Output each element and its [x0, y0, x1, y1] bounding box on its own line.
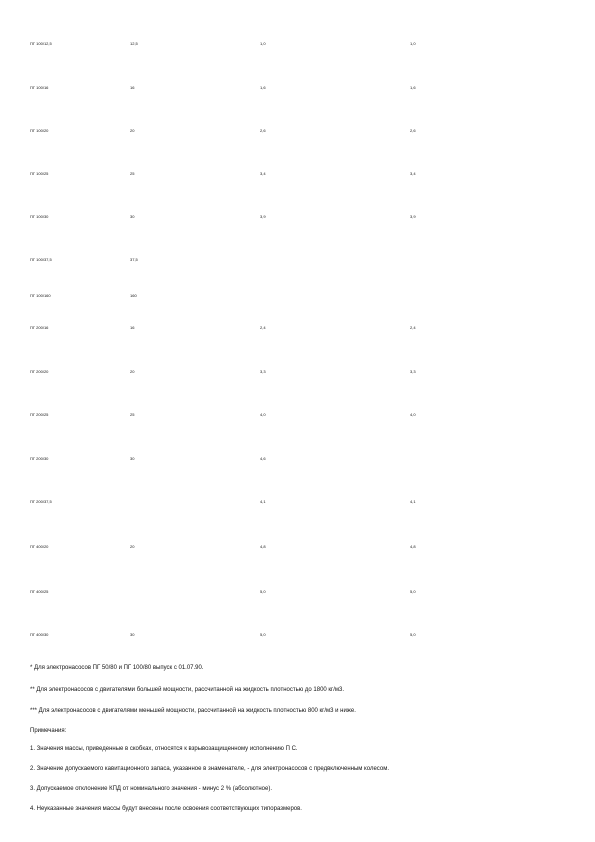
table-cell-mark: ПГ 400/25	[30, 589, 49, 594]
table-cell-c4: 2,4	[260, 325, 266, 330]
table-cell-mark: ПГ 200/20	[30, 369, 49, 374]
table-cell-mark: ПГ 100/25	[30, 171, 49, 176]
table-cell-mark: ПГ 200/25	[30, 412, 49, 417]
table-cell-c1: 20	[130, 128, 135, 133]
table-cell-c4: 3,4	[260, 171, 266, 176]
table-cell-c1: 16	[130, 325, 135, 330]
table-cell-c4: 4,1	[260, 499, 266, 504]
table-cell-c1: 30	[130, 456, 135, 461]
notes-heading: Примечания:	[30, 728, 67, 734]
table-cell-c4: 2,6	[260, 128, 266, 133]
table-cell-mark: ПГ 100/16	[30, 85, 49, 90]
table-cell-mark: ПГ 200/16	[30, 325, 49, 330]
table-cell-c4: 5,0	[260, 589, 266, 594]
table-cell-c1: 30	[130, 632, 135, 637]
table-cell-c7: 5,0	[410, 632, 416, 637]
table-cell-c1: 160	[130, 293, 137, 298]
table-cell-c4: 3,3	[260, 369, 266, 374]
table-cell-mark: ПГ 100/37,5	[30, 257, 52, 262]
table-cell-mark: ПГ 400/30	[30, 632, 49, 637]
note-2: 2. Значение допускаемого кавитационного запаса, указанное в знаменателе, - для электронасосов с предвключенным колесом.	[30, 766, 389, 772]
table-cell-c1: 16	[130, 85, 135, 90]
footnote-1: * Для электронасосов ПГ 50/80 и ПГ 100/80 выпуск с 01.07.90.	[30, 665, 204, 671]
table-cell-c7: 1,6	[410, 85, 416, 90]
table-cell-c1: 20	[130, 544, 135, 549]
note-1: 1. Значения массы, приведенные в скобках, относятся к взрывозащищенному исполнению П С.	[30, 746, 298, 752]
table-cell-c1: 37,5	[130, 257, 138, 262]
table-cell-mark: ПГ 100/160	[30, 293, 51, 298]
note-3: 3. Допускаемое отклонение КПД от номинального значения - минус 2 % (абсолютное).	[30, 786, 272, 792]
table-cell-c4: 1,0	[260, 41, 266, 46]
table-cell-c1: 20	[130, 369, 135, 374]
table-cell-c7: 3,9	[410, 214, 416, 219]
table-cell-c1: 12,5	[130, 41, 138, 46]
table-cell-c7: 3,3	[410, 369, 416, 374]
table-cell-c4: 3,9	[260, 214, 266, 219]
table-cell-c7: 4,8	[410, 544, 416, 549]
table-cell-c7: 4,0	[410, 412, 416, 417]
table-cell-c4: 4,8	[260, 544, 266, 549]
table-cell-mark: ПГ 100/30	[30, 214, 49, 219]
table-cell-c1: 25	[130, 171, 135, 176]
table-cell-c7: 4,1	[410, 499, 416, 504]
table-cell-mark: ПГ 100/12,5	[30, 41, 52, 46]
table-cell-mark: ПГ 100/20	[30, 128, 49, 133]
footnote-3: *** Для электронасосов с двигателями меньшей мощности, рассчитанной на жидкость плотностью 800 кг/м3 и ниже.	[30, 708, 356, 714]
table-cell-c4: 5,0	[260, 632, 266, 637]
table-cell-c4: 1,6	[260, 85, 266, 90]
table-cell-c7: 2,6	[410, 128, 416, 133]
table-cell-c7: 5,0	[410, 589, 416, 594]
table-cell-c4: 4,6	[260, 456, 266, 461]
footnote-2: ** Для электронасосов с двигателями большей мощности, рассчитанной на жидкость плотностью до 1800 кг/м3.	[30, 687, 345, 693]
table-cell-mark: ПГ 400/20	[30, 544, 49, 549]
table-cell-mark: ПГ 200/37,5	[30, 499, 52, 504]
table-cell-c7: 3,4	[410, 171, 416, 176]
table-cell-c1: 25	[130, 412, 135, 417]
table-cell-c4: 4,0	[260, 412, 266, 417]
table-cell-c7: 1,0	[410, 41, 416, 46]
table-cell-c7: 2,4	[410, 325, 416, 330]
table-cell-mark: ПГ 200/30	[30, 456, 49, 461]
note-4: 4. Неуказанные значения массы будут внесены после освоения соответствующих типоразмеров.	[30, 806, 302, 812]
table-cell-c1: 30	[130, 214, 135, 219]
